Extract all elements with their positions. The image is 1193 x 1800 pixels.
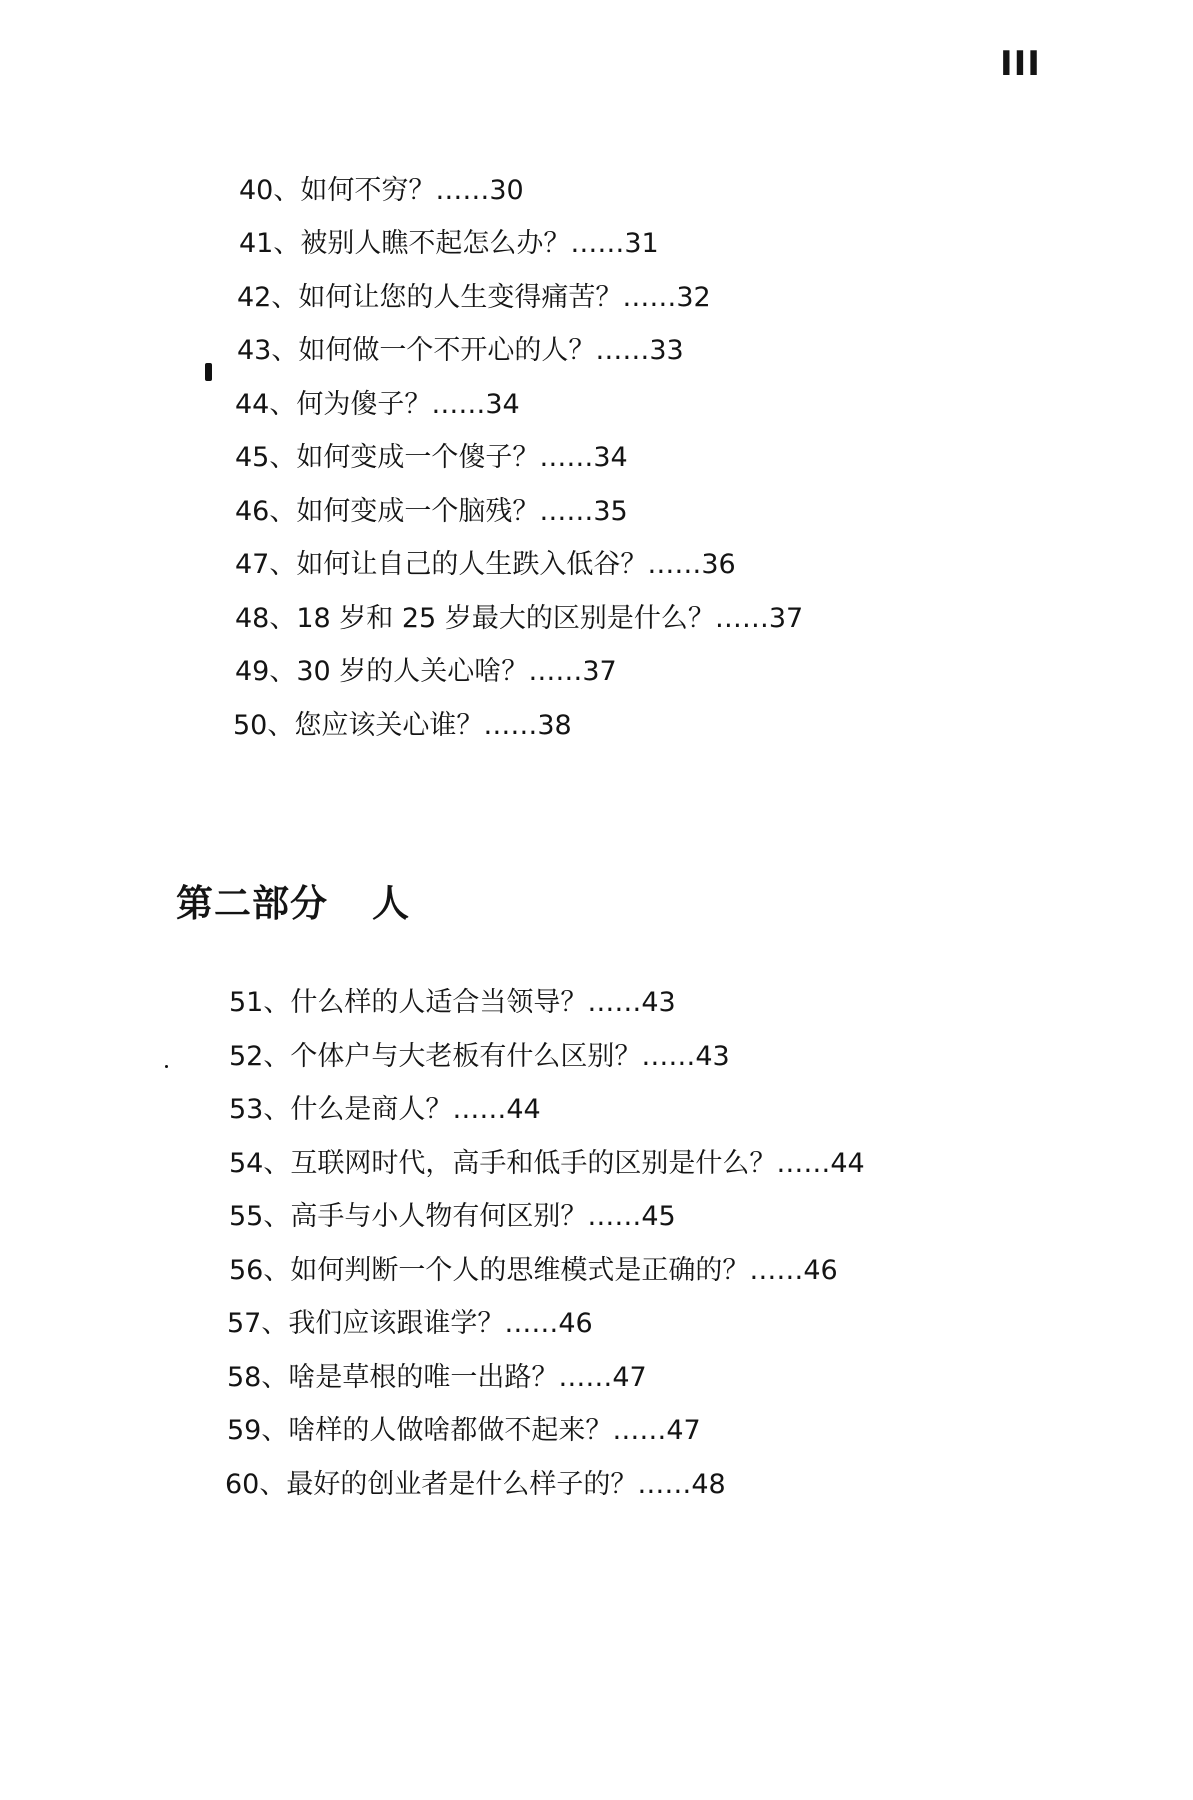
toc-item[interactable] xyxy=(235,549,736,581)
item-leader-dots: …… xyxy=(641,1041,696,1072)
toc-item[interactable] xyxy=(235,656,617,688)
item-title: 18 岁和 25 岁最大的区别是什么？ xyxy=(296,603,715,634)
item-number: 58 xyxy=(227,1362,262,1393)
item-separator: 、 xyxy=(263,987,291,1018)
toc-item[interactable] xyxy=(229,1255,838,1287)
item-title: 30 岁的人关心啥？ xyxy=(296,656,529,687)
item-separator: 、 xyxy=(261,1362,289,1393)
section-heading-subject: 人 xyxy=(372,881,410,925)
item-number: 55 xyxy=(229,1201,264,1232)
item-leader-dots: …… xyxy=(528,656,583,687)
item-leader-dots: …… xyxy=(558,1362,613,1393)
item-page: 32 xyxy=(676,282,711,313)
item-page: 30 xyxy=(489,175,524,206)
toc-item[interactable] xyxy=(237,335,684,367)
item-separator: 、 xyxy=(271,282,299,313)
item-number: 44 xyxy=(235,389,270,420)
toc-item[interactable] xyxy=(239,175,524,207)
item-title: 啥样的人做啥都做不起来？ xyxy=(288,1415,613,1446)
item-number: 45 xyxy=(235,442,270,473)
item-number: 57 xyxy=(227,1308,262,1339)
item-separator: 、 xyxy=(261,1308,289,1339)
item-separator: 、 xyxy=(259,1469,287,1500)
toc-item[interactable] xyxy=(229,987,676,1019)
item-page: 45 xyxy=(641,1201,676,1232)
item-title: 个体户与大老板有什么区别？ xyxy=(290,1041,642,1072)
item-page: 37 xyxy=(582,656,617,687)
scan-dot xyxy=(165,1065,168,1068)
item-title: 如何让您的人生变得痛苦？ xyxy=(298,282,623,313)
item-title: 什么样的人适合当领导？ xyxy=(290,987,588,1018)
item-separator: 、 xyxy=(269,389,297,420)
item-leader-dots: …… xyxy=(714,603,769,634)
toc-item[interactable] xyxy=(237,282,711,314)
toc-item[interactable] xyxy=(235,496,628,528)
item-separator: 、 xyxy=(273,228,301,259)
item-page: 43 xyxy=(641,987,676,1018)
item-leader-dots: …… xyxy=(504,1308,559,1339)
toc-item[interactable] xyxy=(229,1094,541,1126)
toc-item[interactable] xyxy=(229,1201,676,1233)
item-leader-dots: …… xyxy=(539,496,594,527)
item-number: 50 xyxy=(233,710,268,741)
item-title: 我们应该跟谁学？ xyxy=(288,1308,505,1339)
item-number: 53 xyxy=(229,1094,264,1125)
item-leader-dots: …… xyxy=(452,1094,507,1125)
item-page: 34 xyxy=(593,442,628,473)
item-title: 如何做一个不开心的人？ xyxy=(298,335,596,366)
item-title: 何为傻子？ xyxy=(296,389,432,420)
item-number: 60 xyxy=(225,1469,260,1500)
item-page: 44 xyxy=(830,1148,865,1179)
item-number: 51 xyxy=(229,987,264,1018)
section-heading-label: 第二部分 xyxy=(176,881,328,925)
item-leader-dots: …… xyxy=(587,1201,642,1232)
item-title: 您应该关心谁？ xyxy=(294,710,484,741)
item-leader-dots: …… xyxy=(539,442,594,473)
scan-mark xyxy=(205,363,212,381)
item-number: 52 xyxy=(229,1041,264,1072)
item-separator: 、 xyxy=(269,496,297,527)
item-title: 高手与小人物有何区别？ xyxy=(290,1201,588,1232)
item-title: 互联网时代，高手和低手的区别是什么？ xyxy=(290,1148,777,1179)
item-page: 47 xyxy=(666,1415,701,1446)
item-leader-dots: …… xyxy=(595,335,650,366)
item-number: 46 xyxy=(235,496,270,527)
item-leader-dots: …… xyxy=(622,282,677,313)
toc-item[interactable] xyxy=(227,1308,593,1340)
item-leader-dots: …… xyxy=(637,1469,692,1500)
item-title: 如何不穷？ xyxy=(300,175,436,206)
item-separator: 、 xyxy=(263,1041,291,1072)
toc-item[interactable] xyxy=(235,389,520,421)
item-leader-dots: …… xyxy=(749,1255,804,1286)
item-separator: 、 xyxy=(273,175,301,206)
item-leader-dots: …… xyxy=(612,1415,667,1446)
item-leader-dots: …… xyxy=(776,1148,831,1179)
item-leader-dots: …… xyxy=(587,987,642,1018)
toc-item[interactable] xyxy=(227,1415,701,1447)
item-title: 如何变成一个傻子？ xyxy=(296,442,540,473)
item-separator: 、 xyxy=(263,1148,291,1179)
item-number: 59 xyxy=(227,1415,262,1446)
item-number: 54 xyxy=(229,1148,264,1179)
toc-item[interactable] xyxy=(235,442,628,474)
item-page: 38 xyxy=(537,710,572,741)
item-title: 最好的创业者是什么样子的？ xyxy=(286,1469,638,1500)
item-page: 37 xyxy=(768,603,804,634)
item-separator: 、 xyxy=(263,1201,291,1232)
item-page: 36 xyxy=(701,549,736,580)
item-title: 被别人瞧不起怎么办？ xyxy=(300,228,571,259)
item-separator: 、 xyxy=(269,442,297,473)
item-page: 33 xyxy=(649,335,684,366)
toc-item[interactable] xyxy=(229,1148,865,1180)
toc-item[interactable] xyxy=(235,603,803,635)
item-page: 31 xyxy=(624,228,659,259)
page-number: III xyxy=(1000,44,1041,84)
item-number: 42 xyxy=(237,282,272,313)
item-page: 44 xyxy=(506,1094,541,1125)
item-separator: 、 xyxy=(263,1094,291,1125)
toc-item[interactable] xyxy=(225,1469,726,1501)
item-number: 47 xyxy=(235,549,270,580)
item-page: 43 xyxy=(695,1041,730,1072)
item-number: 56 xyxy=(229,1255,264,1286)
item-separator: 、 xyxy=(269,656,297,687)
item-leader-dots: …… xyxy=(570,228,625,259)
item-leader-dots: …… xyxy=(647,549,702,580)
item-page: 34 xyxy=(485,389,520,420)
item-title: 如何判断一个人的思维模式是正确的？ xyxy=(290,1255,750,1286)
item-leader-dots: …… xyxy=(435,175,490,206)
item-title: 什么是商人？ xyxy=(290,1094,453,1125)
item-separator: 、 xyxy=(261,1415,289,1446)
item-number: 49 xyxy=(235,656,270,687)
item-separator: 、 xyxy=(269,549,297,580)
item-page: 35 xyxy=(593,496,628,527)
item-page: 48 xyxy=(691,1469,726,1500)
item-title: 如何让自己的人生跌入低谷？ xyxy=(296,549,648,580)
item-separator: 、 xyxy=(269,603,297,634)
toc-item[interactable] xyxy=(227,1362,647,1394)
item-title: 啥是草根的唯一出路？ xyxy=(288,1362,559,1393)
toc-item[interactable] xyxy=(239,228,659,260)
item-page: 47 xyxy=(612,1362,647,1393)
item-separator: 、 xyxy=(271,335,299,366)
item-page: 46 xyxy=(803,1255,838,1286)
section-heading xyxy=(176,873,410,927)
item-leader-dots: …… xyxy=(431,389,486,420)
item-separator: 、 xyxy=(267,710,295,741)
toc-item[interactable] xyxy=(229,1041,730,1073)
item-title: 如何变成一个脑残？ xyxy=(296,496,540,527)
item-leader-dots: …… xyxy=(483,710,538,741)
item-number: 48 xyxy=(235,603,270,634)
item-number: 43 xyxy=(237,335,272,366)
item-page: 46 xyxy=(558,1308,593,1339)
item-number: 40 xyxy=(239,175,274,206)
item-separator: 、 xyxy=(263,1255,291,1286)
item-number: 41 xyxy=(239,228,274,259)
toc-item[interactable] xyxy=(233,710,572,742)
